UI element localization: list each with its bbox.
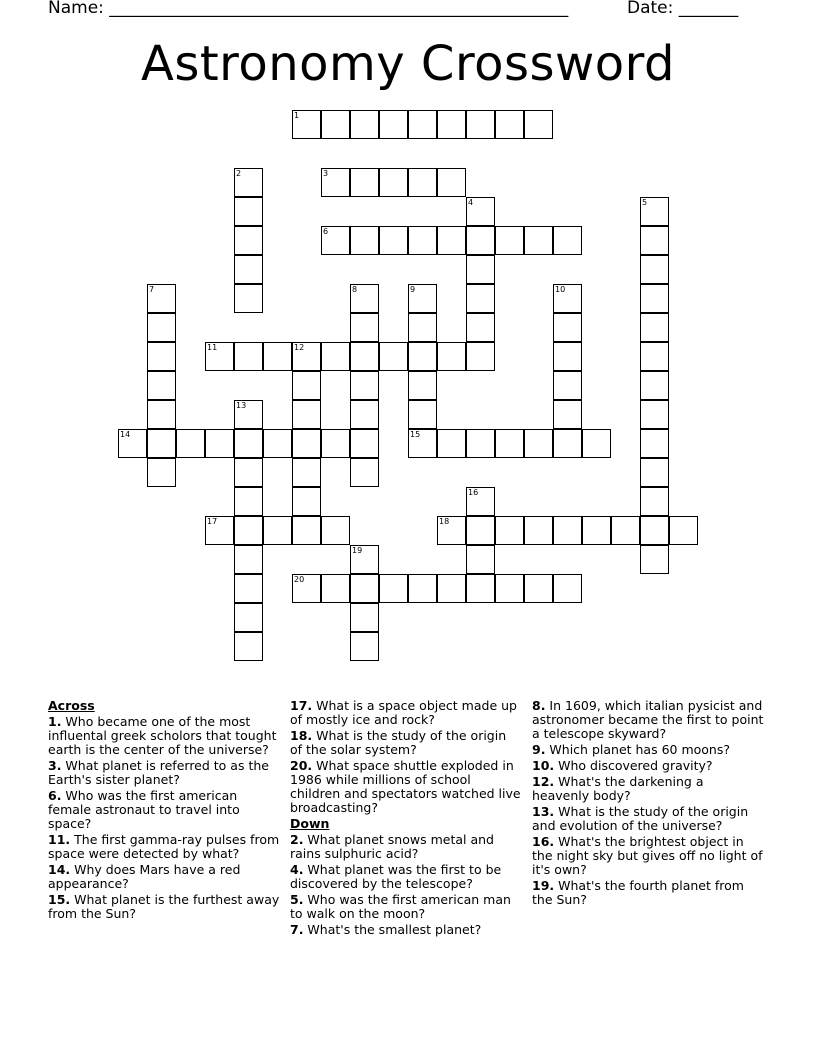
clue-number: 14 — [120, 430, 131, 439]
grid-cell[interactable] — [147, 313, 176, 342]
clue-down-5 — [290, 893, 522, 921]
grid-cell[interactable] — [234, 545, 263, 574]
grid-cell[interactable] — [582, 429, 611, 458]
clue-across-18 — [290, 729, 522, 757]
grid-cell[interactable] — [582, 516, 611, 545]
grid-cell[interactable] — [466, 487, 495, 516]
clue-number-label: 16. — [532, 834, 555, 849]
grid-cell[interactable] — [350, 458, 379, 487]
grid-cell[interactable] — [234, 255, 263, 284]
grid-cell[interactable] — [495, 516, 524, 545]
clue-down-7 — [290, 923, 522, 937]
grid-cell[interactable] — [234, 429, 263, 458]
clue-number: 20 — [294, 575, 305, 584]
grid-cell[interactable] — [408, 371, 437, 400]
grid-cell[interactable] — [408, 284, 437, 313]
grid-cell[interactable] — [466, 226, 495, 255]
grid-cell[interactable] — [408, 168, 437, 197]
clue-down-2 — [290, 833, 522, 861]
grid-cell[interactable] — [350, 110, 379, 139]
clue-number: 16 — [468, 488, 479, 497]
clue-number: 3 — [323, 169, 329, 178]
grid-cell[interactable] — [379, 110, 408, 139]
grid-cell[interactable] — [495, 110, 524, 139]
clue-text: What's the brightest object in the night sky but gives off no light of it's own? — [532, 834, 763, 877]
grid-cell[interactable] — [147, 342, 176, 371]
grid-cell[interactable] — [408, 574, 437, 603]
grid-cell[interactable] — [466, 516, 495, 545]
across-heading: Across — [48, 698, 95, 713]
grid-cell[interactable] — [466, 255, 495, 284]
clue-down-13 — [532, 805, 764, 833]
grid-cell[interactable] — [553, 516, 582, 545]
grid-cell[interactable] — [553, 400, 582, 429]
grid-cell[interactable] — [350, 342, 379, 371]
grid-cell[interactable] — [292, 342, 321, 371]
clue-text: In 1609, which italian pysicist and astronomer became the first to point a telescope skyward? — [532, 698, 764, 741]
clue-number: 1 — [294, 111, 300, 120]
clue-number: 2 — [236, 169, 242, 178]
grid-cell[interactable] — [321, 342, 350, 371]
clue-text: Who discovered gravity? — [554, 758, 713, 773]
clue-number: 7 — [149, 285, 155, 294]
grid-cell[interactable] — [408, 400, 437, 429]
grid-cell[interactable] — [147, 429, 176, 458]
grid-cell[interactable] — [524, 574, 553, 603]
grid-cell[interactable] — [234, 603, 263, 632]
clue-number-label: 14. — [48, 862, 71, 877]
clue-text: What planet is the furthest away from the Sun? — [48, 892, 280, 921]
grid-cell[interactable] — [524, 110, 553, 139]
grid-cell[interactable] — [321, 110, 350, 139]
clue-number: 4 — [468, 198, 474, 207]
grid-cell[interactable] — [321, 168, 350, 197]
grid-cell[interactable] — [669, 516, 698, 545]
grid-cell[interactable] — [495, 574, 524, 603]
clue-down-16 — [532, 835, 764, 877]
clue-number: 11 — [207, 343, 218, 352]
clue-number: 19 — [352, 546, 363, 555]
clues-column-2 — [290, 699, 522, 939]
grid-cell[interactable] — [437, 110, 466, 139]
clue-number-label: 8. — [532, 698, 546, 713]
clue-number-label: 13. — [532, 804, 555, 819]
clue-across-14 — [48, 863, 280, 891]
grid-cell[interactable] — [292, 458, 321, 487]
grid-cell[interactable] — [205, 429, 234, 458]
grid-cell[interactable] — [466, 197, 495, 226]
grid-cell[interactable] — [292, 574, 321, 603]
grid-cell[interactable] — [408, 313, 437, 342]
clue-text: Who was the first american female astronaut to travel into space? — [48, 788, 240, 831]
clue-down-9 — [532, 743, 764, 757]
grid-cell[interactable] — [437, 516, 466, 545]
grid-cell[interactable] — [640, 487, 669, 516]
grid-cell[interactable] — [205, 342, 234, 371]
grid-cell[interactable] — [524, 516, 553, 545]
grid-cell[interactable] — [553, 342, 582, 371]
clue-number-label: 7. — [290, 922, 304, 937]
clue-text: What is the study of the origin and evolution of the universe? — [532, 804, 749, 833]
grid-cell[interactable] — [553, 574, 582, 603]
grid-cell[interactable] — [263, 342, 292, 371]
grid-cell[interactable] — [466, 545, 495, 574]
grid-cell[interactable] — [292, 429, 321, 458]
clue-number: 13 — [236, 401, 247, 410]
clue-across-11 — [48, 833, 280, 861]
grid-cell[interactable] — [437, 429, 466, 458]
grid-cell[interactable] — [292, 400, 321, 429]
grid-cell[interactable] — [234, 487, 263, 516]
clue-text: What planet was the first to be discovered by the telescope? — [290, 862, 502, 891]
grid-cell[interactable] — [640, 255, 669, 284]
grid-cell[interactable] — [350, 168, 379, 197]
grid-cell[interactable] — [524, 429, 553, 458]
grid-cell[interactable] — [350, 400, 379, 429]
clue-text: The first gamma-ray pulses from space were detected by what? — [48, 832, 280, 861]
clue-text: What planet is referred to as the Earth's sister planet? — [48, 758, 269, 787]
grid-cell[interactable] — [640, 516, 669, 545]
clue-down-4 — [290, 863, 522, 891]
grid-cell[interactable] — [292, 371, 321, 400]
grid-cell[interactable] — [234, 458, 263, 487]
clue-text: What space shuttle exploded in 1986 while millions of school children and spectators watched live broadcasting? — [290, 758, 521, 815]
grid-cell[interactable] — [640, 342, 669, 371]
grid-cell[interactable] — [321, 429, 350, 458]
grid-cell[interactable] — [234, 400, 263, 429]
clue-text: Who was the first american man to walk on the moon? — [290, 892, 511, 921]
clue-across-1 — [48, 715, 280, 757]
clue-text: What's the smallest planet? — [303, 922, 482, 937]
clue-number-label: 1. — [48, 714, 62, 729]
clue-number: 6 — [323, 227, 329, 236]
grid-cell[interactable] — [350, 226, 379, 255]
grid-cell[interactable] — [292, 110, 321, 139]
grid-cell[interactable] — [553, 313, 582, 342]
clue-number-label: 3. — [48, 758, 62, 773]
grid-cell[interactable] — [292, 487, 321, 516]
grid-cell[interactable] — [466, 313, 495, 342]
clue-across-15 — [48, 893, 280, 921]
clue-down-8 — [532, 699, 764, 741]
grid-cell[interactable] — [263, 516, 292, 545]
grid-cell[interactable] — [350, 429, 379, 458]
grid-cell[interactable] — [234, 516, 263, 545]
clue-number-label: 11. — [48, 832, 71, 847]
grid-cell[interactable] — [234, 342, 263, 371]
grid-cell[interactable] — [437, 226, 466, 255]
grid-cell[interactable] — [234, 574, 263, 603]
grid-cell[interactable] — [408, 110, 437, 139]
clue-text: What is the study of the origin of the solar system? — [290, 728, 507, 757]
grid-cell[interactable] — [466, 574, 495, 603]
clue-number-label: 20. — [290, 758, 313, 773]
grid-cell[interactable] — [321, 516, 350, 545]
grid-cell[interactable] — [321, 226, 350, 255]
grid-cell[interactable] — [118, 429, 147, 458]
grid-cell[interactable] — [553, 226, 582, 255]
grid-cell[interactable] — [350, 371, 379, 400]
clue-across-6 — [48, 789, 280, 831]
down-heading: Down — [290, 816, 330, 831]
clue-text: What is a space object made up of mostly ice and rock? — [290, 698, 517, 727]
grid-cell[interactable] — [495, 429, 524, 458]
grid-cell[interactable] — [234, 632, 263, 661]
clue-text: Why does Mars have a red appearance? — [48, 862, 241, 891]
clue-text: What's the darkening a heavenly body? — [532, 774, 704, 803]
grid-cell[interactable] — [350, 632, 379, 661]
grid-cell[interactable] — [379, 342, 408, 371]
grid-cell[interactable] — [611, 516, 640, 545]
grid-cell[interactable] — [147, 458, 176, 487]
clue-text: Who became one of the most influental greek scholors that tought earth is the center of the universe? — [48, 714, 277, 757]
clue-number: 9 — [410, 285, 416, 294]
grid-cell[interactable] — [234, 226, 263, 255]
clue-number-label: 5. — [290, 892, 304, 907]
grid-cell[interactable] — [640, 545, 669, 574]
grid-cell[interactable] — [553, 284, 582, 313]
grid-cell[interactable] — [640, 458, 669, 487]
grid-cell[interactable] — [640, 284, 669, 313]
grid-cell[interactable] — [292, 516, 321, 545]
clue-number-label: 9. — [532, 742, 546, 757]
grid-cell[interactable] — [640, 313, 669, 342]
clue-number-label: 12. — [532, 774, 555, 789]
clue-down-19 — [532, 879, 764, 907]
grid-cell[interactable] — [640, 197, 669, 226]
clue-across-3 — [48, 759, 280, 787]
clue-number-label: 10. — [532, 758, 555, 773]
clue-text: What planet snows metal and rains sulphuric acid? — [290, 832, 494, 861]
clue-number-label: 15. — [48, 892, 71, 907]
grid-cell[interactable] — [466, 284, 495, 313]
clue-number-label: 18. — [290, 728, 313, 743]
clue-number-label: 19. — [532, 878, 555, 893]
grid-cell[interactable] — [147, 400, 176, 429]
clue-number-label: 17. — [290, 698, 313, 713]
grid-cell[interactable] — [350, 313, 379, 342]
clue-across-17 — [290, 699, 522, 727]
clue-number-label: 4. — [290, 862, 304, 877]
grid-cell[interactable] — [408, 226, 437, 255]
name-field-label: Name: ______________________________________________________ — [48, 0, 569, 18]
clue-number-label: 2. — [290, 832, 304, 847]
clue-number: 12 — [294, 343, 305, 352]
grid-cell[interactable] — [234, 168, 263, 197]
clue-number: 5 — [642, 198, 648, 207]
clue-across-20 — [290, 759, 522, 815]
clue-text: What's the fourth planet from the Sun? — [532, 878, 744, 907]
grid-cell[interactable] — [350, 284, 379, 313]
grid-cell[interactable] — [350, 603, 379, 632]
grid-cell[interactable] — [408, 342, 437, 371]
grid-cell[interactable] — [234, 197, 263, 226]
clue-number: 18 — [439, 517, 450, 526]
grid-cell[interactable] — [640, 371, 669, 400]
date-field-label: Date: _______ — [627, 0, 739, 18]
clue-down-10 — [532, 759, 764, 773]
grid-cell[interactable] — [640, 429, 669, 458]
page-title: Astronomy Crossword — [141, 36, 675, 92]
grid-cell[interactable] — [437, 342, 466, 371]
clue-number: 17 — [207, 517, 218, 526]
grid-cell[interactable] — [437, 574, 466, 603]
clue-down-12 — [532, 775, 764, 803]
clue-number: 8 — [352, 285, 358, 294]
grid-cell[interactable] — [553, 371, 582, 400]
grid-cell[interactable] — [495, 226, 524, 255]
grid-cell[interactable] — [379, 226, 408, 255]
clue-number: 10 — [555, 285, 566, 294]
clue-number-label: 6. — [48, 788, 62, 803]
grid-cell[interactable] — [466, 342, 495, 371]
clues-column-3 — [532, 699, 764, 909]
grid-cell[interactable] — [350, 574, 379, 603]
grid-cell[interactable] — [466, 429, 495, 458]
grid-cell[interactable] — [176, 429, 205, 458]
grid-cell[interactable] — [147, 284, 176, 313]
grid-cell[interactable] — [205, 516, 234, 545]
grid-cell[interactable] — [466, 110, 495, 139]
grid-cell[interactable] — [640, 226, 669, 255]
grid-cell[interactable] — [379, 574, 408, 603]
grid-cell[interactable] — [408, 429, 437, 458]
grid-cell[interactable] — [321, 574, 350, 603]
clue-text: Which planet has 60 moons? — [545, 742, 730, 757]
grid-cell[interactable] — [437, 168, 466, 197]
grid-cell[interactable] — [553, 429, 582, 458]
grid-cell[interactable] — [234, 284, 263, 313]
grid-cell[interactable] — [147, 371, 176, 400]
grid-cell[interactable] — [524, 226, 553, 255]
grid-cell[interactable] — [350, 545, 379, 574]
clues-column-1 — [48, 699, 280, 923]
grid-cell[interactable] — [640, 400, 669, 429]
grid-cell[interactable] — [379, 168, 408, 197]
clue-number: 15 — [410, 430, 421, 439]
grid-cell[interactable] — [263, 429, 292, 458]
